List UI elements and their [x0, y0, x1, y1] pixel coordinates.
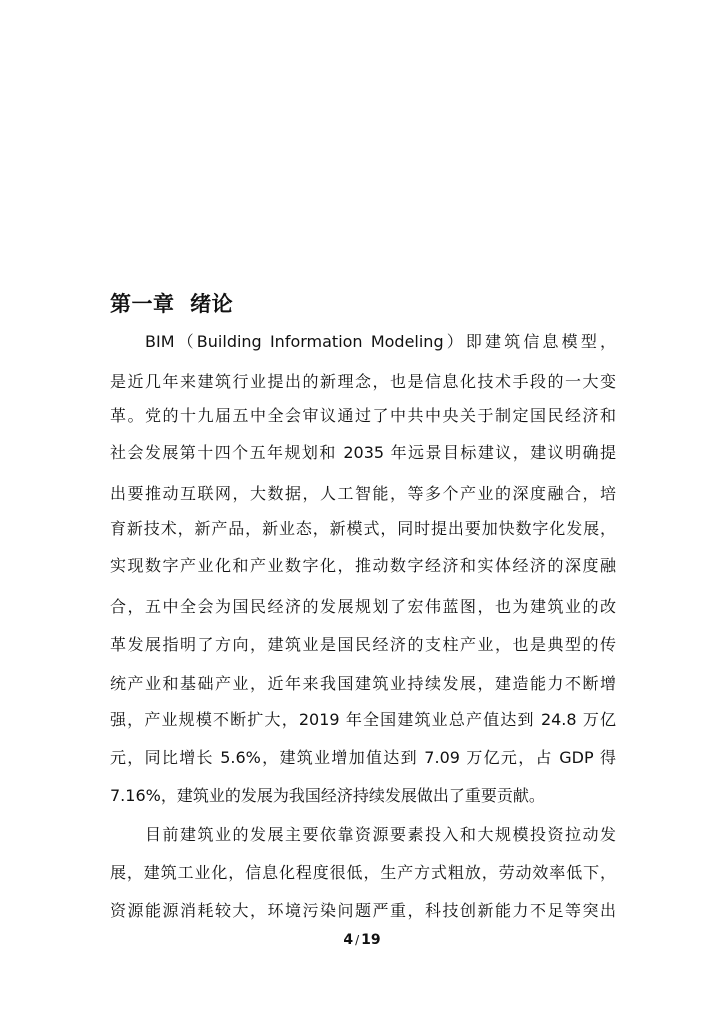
paragraph-1-line-12: 元，同比增长 5.6%，建筑业增加值达到 7.09 万亿元，占 GDP 得	[110, 748, 616, 767]
paragraph-1-line-5: 出要推动互联网，大数据，人工智能，等多个产业的深度融合，培	[110, 484, 616, 503]
page-separator: /	[355, 933, 360, 947]
paragraph-1-line-2: 是近几年来建筑行业提出的新理念，也是信息化技术手段的一大变	[110, 372, 616, 391]
page-number	[0, 932, 724, 948]
paragraph-1-line-9: 革发展指明了方向，建筑业是国民经济的支柱产业，也是典型的传	[110, 635, 616, 654]
paragraph-2-line-3: 资源能源消耗较大，环境污染问题严重，科技创新能力不足等突出	[110, 901, 616, 920]
paragraph-1-line-3: 革。党的十九届五中全会审议通过了中共中央关于制定国民经济和	[110, 406, 616, 425]
paragraph-1-line-11: 强，产业规模不断扩大，2019 年全国建筑业总产值达到 24.8 万亿	[110, 710, 616, 729]
paragraph-1-line-7: 实现数字产业化和产业数字化，推动数字经济和实体经济的深度融	[110, 556, 616, 575]
total-pages: 19	[361, 932, 381, 948]
current-page: 4	[343, 932, 354, 948]
paragraph-1-line-8: 合，五中全会为国民经济的发展规划了宏伟蓝图，也为建筑业的改	[110, 597, 616, 616]
chapter-title: 第一章 绪论	[110, 292, 234, 316]
paragraph-1-line-4: 社会发展第十四个五年规划和 2035 年远景目标建议，建议明确提	[110, 443, 616, 462]
paragraph-1-line-10: 统产业和基础产业，近年来我国建筑业持续发展，建造能力不断增	[110, 674, 616, 693]
paragraph-1-line-13: 7.16%，建筑业的发展为我国经济持续发展做出了重要贡献。	[110, 786, 545, 805]
paragraph-1-line-1: BIM（Building Information Modeling）即建筑信息模型，	[145, 332, 616, 351]
paragraph-1-line-6: 育新技术，新产品，新业态，新模式，同时提出要加快数字化发展，	[110, 519, 616, 538]
paragraph-2-line-1: 目前建筑业的发展主要依靠资源要素投入和大规模投资拉动发	[145, 825, 616, 844]
paragraph-2-line-2: 展，建筑工业化，信息化程度很低，生产方式粗放，劳动效率低下，	[110, 863, 616, 882]
